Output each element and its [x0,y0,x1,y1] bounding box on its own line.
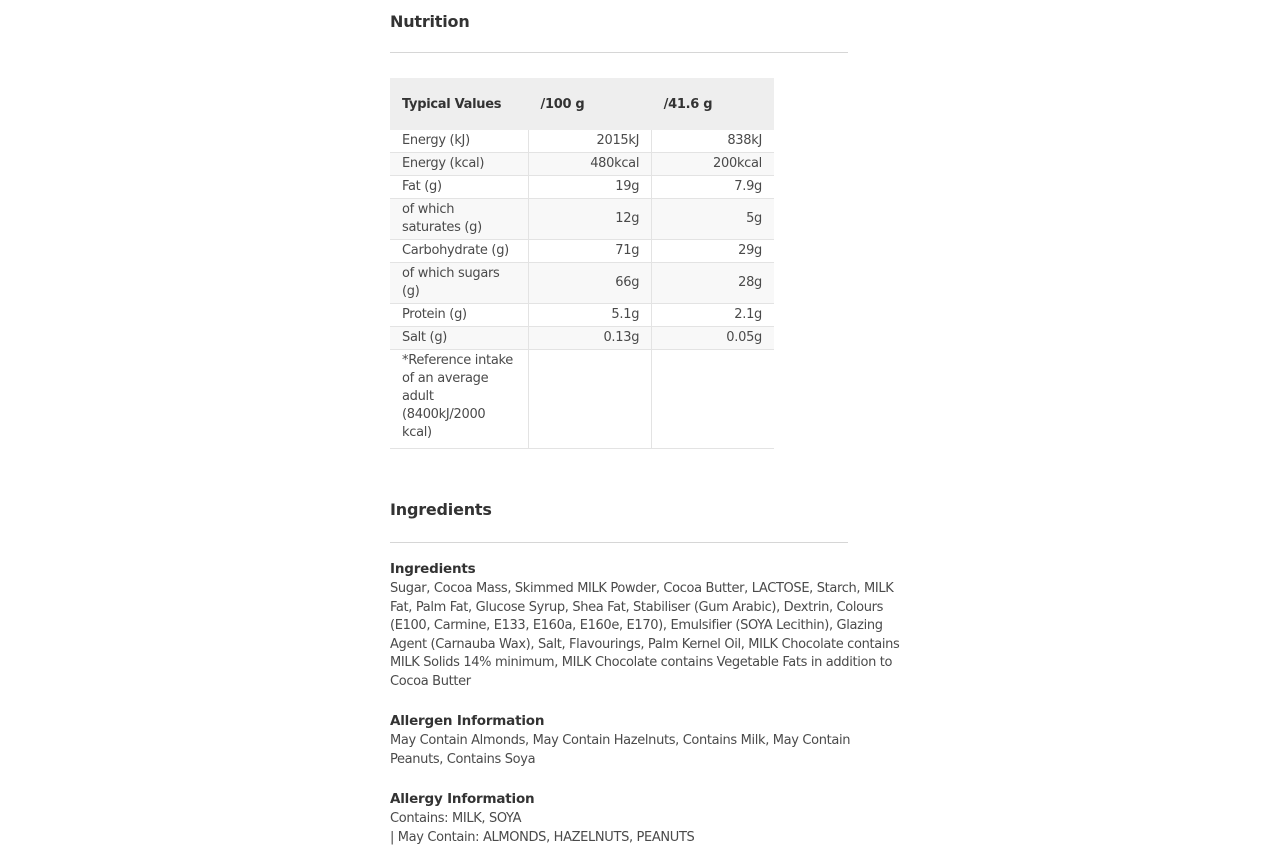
reference-intake-note: *Reference intake of an average adult (8400kJ/2000 kcal) [390,350,529,449]
row-label: of which saturates (g) [390,199,529,240]
allergen-text: May Contain Almonds, May Contain Hazelnuts, Contains Milk, May Contain Peanuts, Contains Soya [390,733,851,767]
row-label: of which sugars (g) [390,263,529,304]
allergen-block [390,712,900,769]
table-row [390,199,774,240]
row-per-serving: 28g [652,263,774,304]
row-per-serving: 2.1g [652,304,774,327]
row-per-100g: 0.13g [529,327,652,350]
nutrition-divider [390,52,848,53]
row-per-100g: 19g [529,176,652,199]
allergy-text [390,810,900,847]
row-per-serving: 5g [652,199,774,240]
row-per-100g: 71g [529,240,652,263]
allergy-block [390,790,900,847]
allergy-contains: Contains: MILK, SOYA [390,811,522,826]
row-per-100g: 2015kJ [529,130,652,153]
row-per-100g: 12g [529,199,652,240]
header-per-serving: /41.6 g [652,78,774,130]
ingredients-title: Ingredients [390,500,492,519]
row-label: Energy (kJ) [390,130,529,153]
table-row [390,240,774,263]
table-row [390,263,774,304]
header-per-100g: /100 g [529,78,652,130]
row-per-serving: 200kcal [652,153,774,176]
allergen-heading: Allergen Information [390,713,545,729]
ingredients-block [390,560,900,691]
row-per-serving: 0.05g [652,327,774,350]
nutrition-title: Nutrition [390,12,470,31]
allergy-heading: Allergy Information [390,791,535,807]
reference-empty-cell [529,350,652,449]
row-per-100g: 66g [529,263,652,304]
row-per-serving: 838kJ [652,130,774,153]
table-row [390,176,774,199]
row-label: Fat (g) [390,176,529,199]
row-per-serving: 29g [652,240,774,263]
row-label: Protein (g) [390,304,529,327]
table-row [390,327,774,350]
table-row [390,130,774,153]
row-per-100g: 480kcal [529,153,652,176]
reference-intake-row [390,350,774,449]
header-typical-values: Typical Values [390,78,529,130]
row-label: Energy (kcal) [390,153,529,176]
allergy-may-contain: | May Contain: ALMONDS, HAZELNUTS, PEANUTS [390,829,695,845]
ingredients-text: Sugar, Cocoa Mass, Skimmed MILK Powder, Cocoa Butter, LACTOSE, Starch, MILK Fat, Palm Fat, Glucose Syrup, Shea Fat, Stabiliser (Gum Arabic), Dextrin, Colours (E100, Carmine, E133, E160a, E160e, E170), Emulsifier (SOYA Lecithin), Glazing Agent (Carnauba Wax), Salt, Flavourings, Palm Kernel Oil, MILK Chocolate contains MILK Solids 14% minimum, MILK Chocolate contains Vegetable Fats in addition to Cocoa Butter [390,581,900,689]
ingredients-divider [390,542,848,543]
row-label: Salt (g) [390,327,529,350]
row-per-100g: 5.1g [529,304,652,327]
table-row [390,153,774,176]
row-label: Carbohydrate (g) [390,240,529,263]
reference-empty-cell [652,350,774,449]
table-row [390,304,774,327]
ingredients-heading: Ingredients [390,561,476,577]
nutrition-table-header [390,78,774,130]
row-per-serving: 7.9g [652,176,774,199]
nutrition-table [390,78,774,449]
